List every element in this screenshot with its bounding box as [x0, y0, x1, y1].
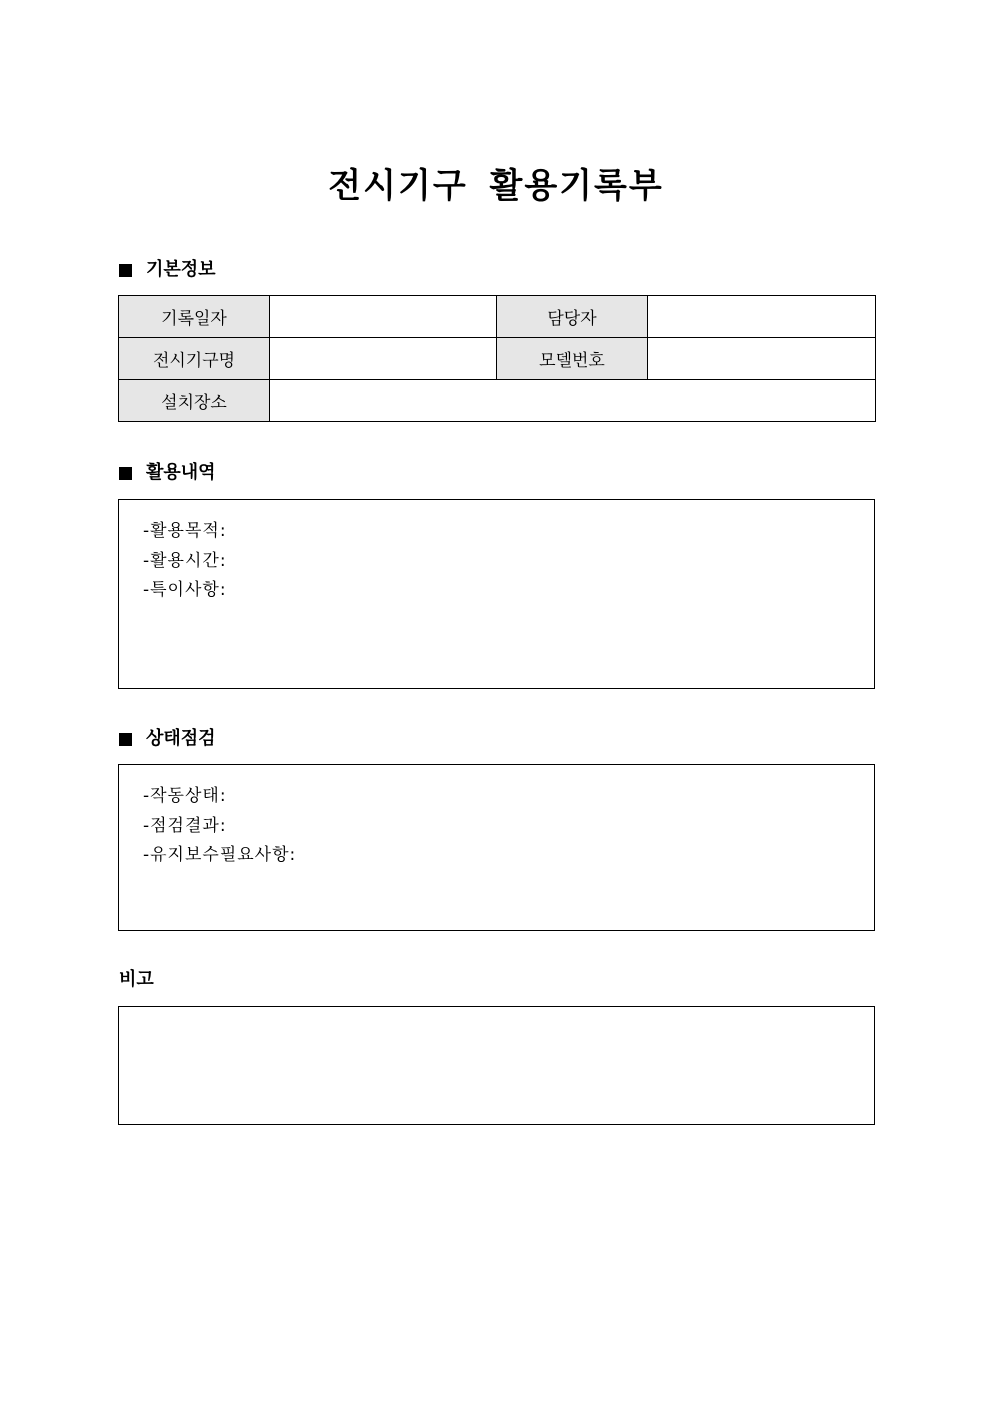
remarks-box[interactable] [118, 1006, 875, 1125]
status-heading-label: 상태점검 [146, 728, 216, 749]
equipment-name-label: 전시기구명 [119, 338, 270, 380]
usage-time-line: -활용시간: [143, 550, 227, 571]
usage-box[interactable] [118, 499, 875, 689]
usage-notes-line: -특이사항: [143, 580, 227, 600]
table-row [119, 380, 876, 422]
install-location-label: 설치장소 [119, 380, 270, 422]
equipment-name-field[interactable] [270, 338, 497, 380]
install-location-field[interactable] [270, 380, 876, 422]
basic-info-heading-label: 기본정보 [146, 259, 216, 280]
table-row [119, 338, 876, 380]
remarks-content [119, 1007, 874, 1024]
document-title: 전시기구 활용기록부 [328, 166, 664, 206]
model-number-label: 모델번호 [497, 338, 648, 380]
manager-field[interactable] [648, 296, 876, 338]
table-row [119, 296, 876, 338]
usage-heading [119, 461, 216, 485]
remarks-heading-label: 비고 [119, 969, 154, 990]
inspection-result-line: -점검결과: [143, 815, 227, 836]
square-bullet-icon [119, 733, 132, 746]
square-bullet-icon [119, 264, 132, 277]
usage-heading-label: 활용내역 [146, 462, 216, 483]
basic-info-heading [119, 258, 216, 282]
model-number-field[interactable] [648, 338, 876, 380]
basic-info-table [118, 295, 876, 422]
remarks-heading [119, 968, 154, 992]
status-heading [119, 727, 216, 751]
record-date-label: 기록일자 [119, 296, 270, 338]
operation-status-line: -작동상태: [143, 786, 227, 806]
record-date-field[interactable] [270, 296, 497, 338]
manager-label: 담당자 [497, 296, 648, 338]
square-bullet-icon [119, 467, 132, 480]
usage-purpose-line: -활용목적: [143, 521, 227, 541]
status-box[interactable] [118, 764, 875, 931]
maintenance-needs-line: -유지보수필요사항: [143, 845, 297, 865]
